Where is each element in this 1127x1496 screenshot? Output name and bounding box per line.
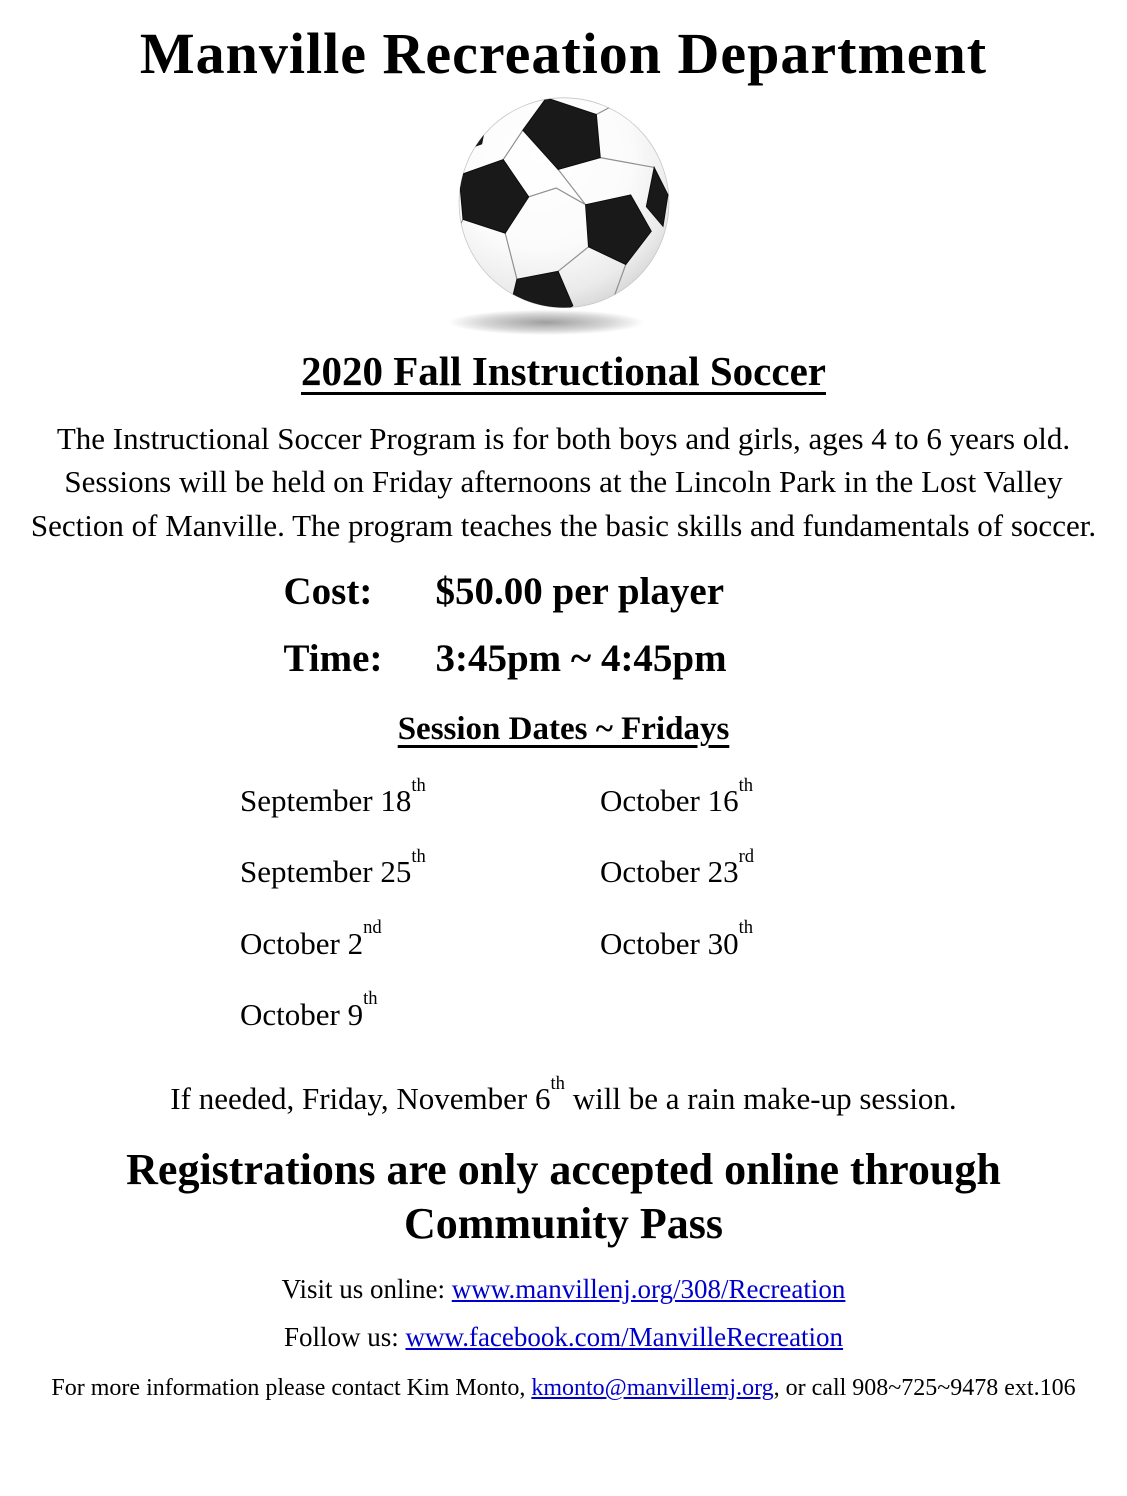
contact-email-link[interactable]: kmonto@manvillemj.org — [531, 1374, 774, 1401]
session-date: October 30th — [600, 917, 754, 961]
rain-note-text: If needed, Friday, November 6 — [170, 1080, 551, 1116]
page-title: Manville Recreation Department — [139, 21, 988, 86]
visit-online-line — [0, 1274, 1127, 1305]
cost-row — [284, 569, 844, 614]
session-date: September 18th — [240, 774, 426, 819]
session-dates-list — [240, 774, 1127, 1033]
session-dates-right-column — [600, 774, 755, 1033]
rain-makeup-note — [0, 1072, 1127, 1117]
session-date: October 2nd — [240, 917, 382, 961]
session-date: October 23rd — [600, 846, 755, 890]
soccer-ball-image — [434, 89, 694, 339]
rain-note-text-after: will be a rain make-up session. — [564, 1080, 957, 1116]
contact-text-after: , or call 908~725~9478 ext.106 — [773, 1374, 1076, 1401]
session-dates-heading: Session Dates ~ Fridays — [397, 711, 730, 748]
session-date: September 25th — [240, 846, 426, 890]
program-subtitle: 2020 Fall Instructional Soccer — [301, 347, 826, 394]
recreation-website-link[interactable]: www.manvillenj.org/308/Recreation — [451, 1273, 846, 1304]
time-label: Time: — [283, 637, 383, 681]
contact-text: For more information please contact Kim Monto, — [51, 1374, 532, 1401]
session-date: October 9th — [240, 988, 378, 1032]
time-row — [284, 636, 844, 681]
contact-info-line — [0, 1375, 1127, 1402]
registration-heading — [0, 1143, 1127, 1252]
cost-label: Cost: — [283, 570, 373, 614]
registration-line-1: Registrations are only accepted online through — [126, 1144, 1001, 1194]
visit-online-label: Visit us online: — [281, 1273, 452, 1304]
follow-us-line — [0, 1322, 1127, 1353]
follow-us-label: Follow us: — [283, 1321, 406, 1352]
cost-time-block — [284, 569, 844, 681]
session-dates-left-column — [240, 774, 600, 1033]
soccer-ball-icon — [434, 89, 694, 339]
intro-paragraph: The Instructional Soccer Program is for both boys and girls, ages 4 to 6 years old. Sessions will be held on Friday afternoons at the Lincoln Park in the Lost Valley Section of Manville. The program teaches the basic skills and fundamentals of soccer. — [30, 420, 1097, 543]
rain-note-ordinal: th — [550, 1072, 565, 1094]
session-date: October 16th — [600, 774, 754, 819]
registration-line-2: Community Pass — [403, 1199, 724, 1249]
time-value: 3:45pm ~ 4:45pm — [435, 637, 727, 681]
cost-value: $50.00 per player — [435, 570, 725, 614]
facebook-link[interactable]: www.facebook.com/ManvilleRecreation — [405, 1321, 844, 1352]
